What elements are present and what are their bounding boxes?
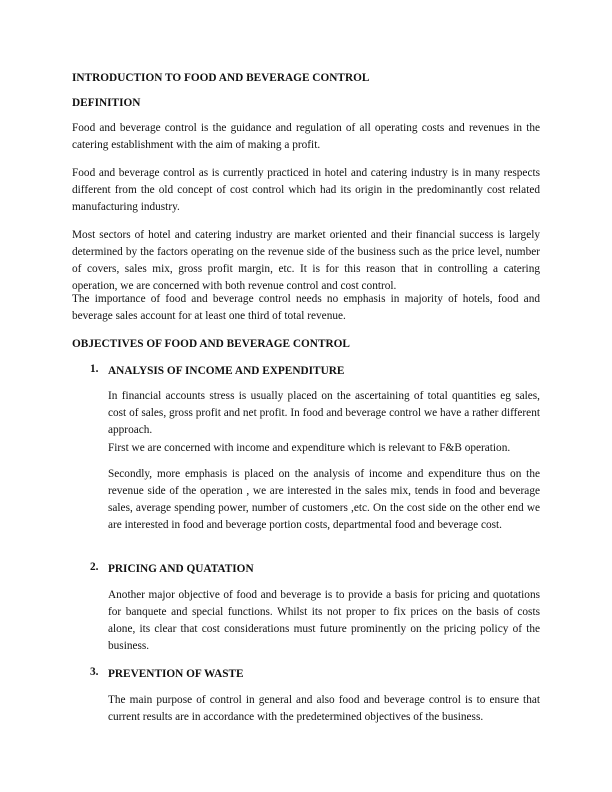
paragraph: Another major objective of food and beverage is to provide a basis for pricing and quotations for banquete and special functions. Whilst its not proper to fix prices on the basis of costs alone, its clear that cost considerations must future prominently on the pricing policy of the business.	[108, 589, 540, 652]
paragraph: Secondly, more emphasis is placed on the analysis of income and expenditure thus on the revenue side of the operation , we are interested in the sales mix, tends in food and beverage sales, average spending power, number of customers ,etc. On the cost side on the other end we are interested in food and beverage portion costs, departmental food and beverage cost.	[108, 468, 540, 531]
paragraph: Food and beverage control as is currently practiced in hotel and catering industry is in many respects different from the old concept of cost control which had its origin in the predominantly cost related manufacturing industry.	[72, 167, 540, 213]
paragraph: Most sectors of hotel and catering industry are market oriented and their financial success is largely determined by the factors operating on the revenue side of the business such as the price level, number of covers, sales mix, gross profit margin, etc. It is for this reason that in controlling a catering operation, we are concerned with both revenue control and cost control.	[72, 229, 540, 292]
list-number: 3.	[90, 666, 99, 678]
paragraph: In financial accounts stress is usually placed on the ascertaining of total quantities eg sales, cost of sales, gross profit and net profit. In food and beverage control we have a rather different approach.	[108, 390, 540, 436]
objectives-heading: OBJECTIVES OF FOOD AND BEVERAGE CONTROL	[72, 338, 350, 350]
paragraph: The main purpose of control in general and also food and beverage control is to ensure that current results are in accordance with the predetermined objectives of the business.	[108, 694, 540, 723]
document-title: INTRODUCTION TO FOOD AND BEVERAGE CONTROL	[72, 72, 370, 84]
objective-heading: ANALYSIS OF INCOME AND EXPENDITURE	[108, 365, 345, 377]
paragraph: First we are concerned with income and expenditure which is relevant to F&B operation.	[108, 442, 511, 454]
paragraph: Food and beverage control is the guidance and regulation of all operating costs and revenues in the catering establishment with the aim of making a profit.	[72, 122, 540, 151]
list-number: 1.	[90, 363, 99, 375]
list-number: 2.	[90, 561, 99, 573]
objective-heading: PREVENTION OF WASTE	[108, 668, 244, 680]
objective-heading: PRICING AND QUATATION	[108, 563, 254, 575]
definition-heading: DEFINITION	[72, 97, 141, 109]
paragraph: The importance of food and beverage control needs no emphasis in majority of hotels, food and beverage sales account for at least one third of total revenue.	[72, 293, 540, 322]
